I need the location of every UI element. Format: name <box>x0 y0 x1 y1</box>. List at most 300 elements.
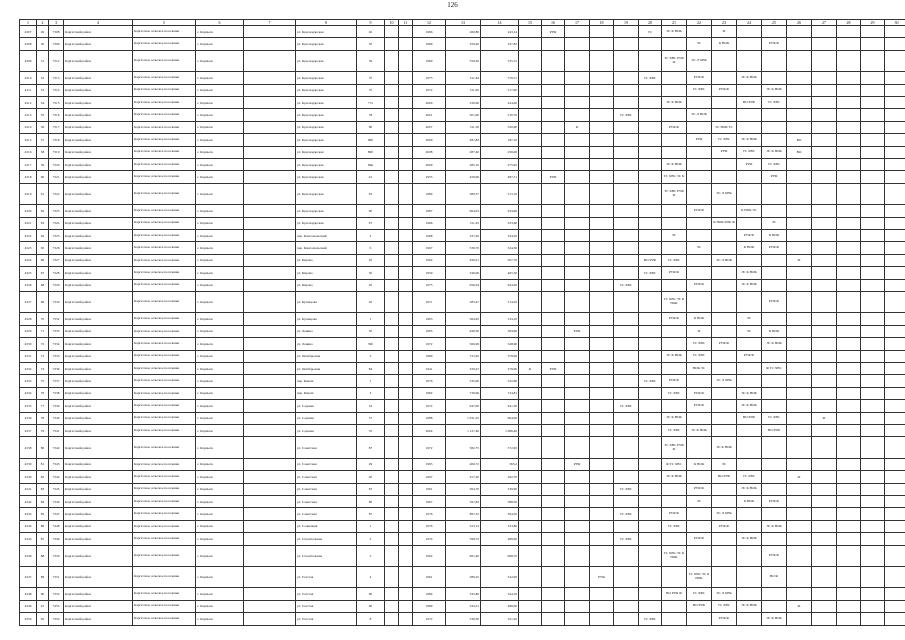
table-cell: 588,50 <box>481 495 519 507</box>
table-cell: ЭС К НОК <box>712 437 737 458</box>
table-cell: 7321 <box>49 171 64 183</box>
table-cell <box>565 483 590 495</box>
table-cell <box>737 38 762 50</box>
table-cell: с. Карпыск <box>196 545 244 566</box>
table-cell <box>837 279 861 291</box>
table-cell <box>885 483 905 495</box>
table-cell: Каргатское сельское поселение <box>133 375 196 387</box>
table-cell: 4б <box>357 26 385 38</box>
table-cell: РУФ <box>542 171 565 183</box>
table-cell <box>861 387 885 399</box>
table-cell <box>639 109 662 121</box>
table-cell: 4310 <box>20 72 37 84</box>
table-cell <box>737 508 762 520</box>
table-cell: 3 <box>357 350 385 362</box>
table-cell: 7320 <box>49 159 64 171</box>
table-cell: 1972 <box>413 437 446 458</box>
table-cell <box>614 171 639 183</box>
table-cell <box>385 350 399 362</box>
table-cell <box>885 325 905 337</box>
column-header-19: 19 <box>614 20 639 26</box>
table-cell: Каргатский район <box>64 588 133 600</box>
table-cell <box>837 171 861 183</box>
table-cell: ул. Строительная <box>296 533 357 545</box>
table-cell: Каргатское сельское поселение <box>133 471 196 483</box>
table-cell <box>590 600 614 612</box>
table-cell: Каргатское сельское поселение <box>133 96 196 108</box>
table-cell <box>399 613 413 626</box>
table-cell: Каргатский район <box>64 217 133 229</box>
table-cell: Каргатский район <box>64 183 133 204</box>
table-cell: Каргатский район <box>64 313 133 325</box>
table-cell <box>519 533 542 545</box>
table-cell: 68 <box>37 279 49 291</box>
table-cell <box>590 134 614 146</box>
table-row <box>20 325 905 337</box>
table-cell <box>787 362 812 374</box>
table-cell <box>542 495 565 507</box>
table-cell <box>812 26 837 38</box>
column-header-4: 4 <box>64 20 133 26</box>
table-cell <box>590 325 614 337</box>
table-cell: ЭС Л ХВК <box>712 375 737 387</box>
column-header-9: 9 <box>357 20 385 26</box>
table-cell <box>885 96 905 108</box>
table-cell: 37 <box>357 412 385 424</box>
table-cell: ул. Октябрьская <box>296 350 357 362</box>
table-cell: ул. Советская <box>296 508 357 520</box>
table-cell: Каргатский район <box>64 205 133 217</box>
table-cell <box>762 508 787 520</box>
table-row <box>20 362 905 374</box>
table-cell: 1972 <box>413 84 446 96</box>
table-cell: ТС ХВС ЭС К <box>662 171 687 183</box>
table-cell <box>885 520 905 532</box>
table-cell: 337,26 <box>446 229 481 241</box>
table-cell <box>244 533 296 545</box>
table-cell <box>885 495 905 507</box>
table-cell <box>639 183 662 204</box>
table-cell <box>837 96 861 108</box>
table-cell <box>812 72 837 84</box>
table-cell <box>885 50 905 71</box>
table-cell: РУФ <box>542 26 565 38</box>
table-cell: 330,90 <box>446 96 481 108</box>
table-cell: с. Карпыск <box>196 279 244 291</box>
table-cell <box>762 533 787 545</box>
column-header-8: 8 <box>296 20 357 26</box>
table-cell <box>837 146 861 158</box>
table-cell <box>861 146 885 158</box>
table-cell <box>565 171 590 183</box>
table-cell <box>737 613 762 626</box>
table-cell <box>244 520 296 532</box>
table-cell: 82 <box>37 471 49 483</box>
table-cell: 79 <box>37 425 49 437</box>
table-cell: 51 <box>37 50 49 71</box>
table-cell: 582,75 <box>446 437 481 458</box>
table-cell: Каргатский район <box>64 254 133 266</box>
table-cell <box>812 50 837 71</box>
table-cell <box>565 72 590 84</box>
table-cell <box>812 121 837 133</box>
table-cell: ТС ХВС <box>614 400 639 412</box>
table-cell <box>542 84 565 96</box>
table-cell <box>565 338 590 350</box>
table-cell <box>787 96 812 108</box>
table-cell <box>639 520 662 532</box>
table-cell: 59 <box>37 159 49 171</box>
table-cell <box>737 84 762 96</box>
table-cell <box>812 400 837 412</box>
table-cell <box>837 400 861 412</box>
table-cell <box>662 146 687 158</box>
table-cell <box>614 566 639 587</box>
table-cell <box>639 600 662 612</box>
table-cell: 7338 <box>49 387 64 399</box>
table-cell: 7345 <box>49 483 64 495</box>
table-cell <box>812 387 837 399</box>
table-cell <box>861 84 885 96</box>
table-cell <box>812 242 837 254</box>
table-cell: Каргатское сельское поселение <box>133 437 196 458</box>
table-cell <box>712 545 737 566</box>
table-cell: К <box>565 121 590 133</box>
table-cell: ул. Садовая <box>296 412 357 424</box>
table-cell <box>837 267 861 279</box>
table-cell <box>861 72 885 84</box>
table-cell <box>385 217 399 229</box>
table-cell <box>244 588 296 600</box>
table-cell: 724,81 <box>481 387 519 399</box>
table-cell: 257,20 <box>446 471 481 483</box>
table-cell: ул. Толстая <box>296 613 357 626</box>
table-row <box>20 267 905 279</box>
table-cell <box>787 613 812 626</box>
table-cell <box>590 72 614 84</box>
table-cell <box>787 267 812 279</box>
table-cell <box>614 159 639 171</box>
table-cell <box>565 50 590 71</box>
table-cell <box>712 96 737 108</box>
table-cell <box>837 458 861 470</box>
table-cell: 57 <box>37 134 49 146</box>
table-cell: 1967 <box>413 495 446 507</box>
table-cell: Каргатский район <box>64 159 133 171</box>
table-cell <box>687 159 712 171</box>
table-row <box>20 545 905 566</box>
table-cell: ЭС К НОК <box>762 613 787 626</box>
table-cell: ТС ХВС <box>687 350 712 362</box>
table-row <box>20 183 905 204</box>
table-cell: 465,50 <box>481 267 519 279</box>
table-cell: 53 <box>37 84 49 96</box>
table-cell <box>385 400 399 412</box>
table-cell <box>639 338 662 350</box>
table-cell <box>590 267 614 279</box>
table-cell: 359,40 <box>446 38 481 50</box>
table-cell: ЭС К НОК <box>662 412 687 424</box>
table-cell: 3б <box>357 267 385 279</box>
table-cell <box>590 425 614 437</box>
table-cell <box>244 437 296 458</box>
table-row <box>20 600 905 612</box>
table-cell <box>762 600 787 612</box>
table-cell <box>614 313 639 325</box>
table-cell <box>244 508 296 520</box>
table-cell <box>662 325 687 337</box>
table-cell <box>812 292 837 313</box>
table-cell <box>542 600 565 612</box>
table-cell <box>565 183 590 204</box>
table-cell: 60 <box>37 171 49 183</box>
table-cell <box>244 254 296 266</box>
table-cell <box>590 483 614 495</box>
table-cell: 4328 <box>20 313 37 325</box>
table-cell: 7314 <box>49 84 64 96</box>
table-cell <box>639 205 662 217</box>
table-cell <box>885 38 905 50</box>
table-cell: К НОК <box>687 313 712 325</box>
table-cell <box>639 217 662 229</box>
table-cell <box>712 325 737 337</box>
table-cell: ТС ХВС ЭС К НОК <box>687 566 712 587</box>
column-header-6: 6 <box>196 20 244 26</box>
table-cell: с. Карпыск <box>196 387 244 399</box>
table-cell: ВО РУФ <box>762 425 787 437</box>
table-cell: 520,90 <box>481 121 519 133</box>
table-cell <box>519 134 542 146</box>
table-cell <box>861 350 885 362</box>
table-cell <box>639 325 662 337</box>
table-cell <box>519 375 542 387</box>
table-cell: ЭС К НОК <box>687 425 712 437</box>
table-cell <box>787 292 812 313</box>
table-cell <box>519 279 542 291</box>
table-cell: 4319 <box>20 183 37 204</box>
table-cell: 81 <box>37 458 49 470</box>
table-cell: Каргатское сельское поселение <box>133 412 196 424</box>
table-cell <box>687 96 712 108</box>
table-cell <box>837 229 861 241</box>
table-cell <box>639 134 662 146</box>
table-cell: Каргатский район <box>64 146 133 158</box>
table-cell: ул. Советская <box>296 471 357 483</box>
table-cell <box>385 229 399 241</box>
table-cell <box>519 217 542 229</box>
table-cell: 4332 <box>20 362 37 374</box>
table-cell: 4327 <box>20 292 37 313</box>
table-cell: 55 <box>37 109 49 121</box>
table-cell: К НОК <box>762 325 787 337</box>
table-cell: 1991 <box>413 483 446 495</box>
table-cell <box>762 121 787 133</box>
table-cell: с. Карпыск <box>196 146 244 158</box>
table-cell <box>861 229 885 241</box>
table-cell <box>861 375 885 387</box>
table-cell <box>399 588 413 600</box>
table-cell <box>712 109 737 121</box>
table-cell: 897,55 <box>446 508 481 520</box>
table-cell: 517,00 <box>481 84 519 96</box>
table-cell <box>590 412 614 424</box>
table-cell: 2008 <box>413 146 446 158</box>
table-cell: ул. Советская <box>296 483 357 495</box>
table-cell <box>399 183 413 204</box>
table-cell: 580,57 <box>446 183 481 204</box>
housing-register-table <box>19 19 905 626</box>
table-cell: с. Карпыск <box>196 72 244 84</box>
table-cell <box>639 84 662 96</box>
table-cell: Каргатское сельское поселение <box>133 26 196 38</box>
table-cell: 7354 <box>49 613 64 626</box>
table-cell: Каргатское сельское поселение <box>133 134 196 146</box>
table-cell <box>639 159 662 171</box>
table-cell <box>837 159 861 171</box>
table-cell: с. Карпыск <box>196 613 244 626</box>
table-cell <box>614 495 639 507</box>
table-cell <box>861 588 885 600</box>
table-cell <box>542 134 565 146</box>
table-cell: Каргатское сельское поселение <box>133 387 196 399</box>
table-cell <box>737 362 762 374</box>
table-cell <box>787 84 812 96</box>
table-cell: РУФ <box>590 566 614 587</box>
table-cell <box>399 134 413 146</box>
table-cell: РУФ Ф <box>762 545 787 566</box>
table-cell <box>590 171 614 183</box>
table-cell: 327,83 <box>481 38 519 50</box>
table-cell <box>812 159 837 171</box>
table-row <box>20 26 905 38</box>
table-cell: 649,50 <box>446 325 481 337</box>
table-cell <box>244 387 296 399</box>
table-cell <box>385 159 399 171</box>
table-cell <box>244 313 296 325</box>
table-cell <box>885 613 905 626</box>
table-cell: 1987 <box>413 205 446 217</box>
table-cell <box>565 242 590 254</box>
table-cell <box>861 483 885 495</box>
table-cell: с. Карпыск <box>196 566 244 587</box>
table-cell <box>812 566 837 587</box>
table-cell <box>590 375 614 387</box>
table-cell <box>639 545 662 566</box>
table-cell: ул. Краснодарская <box>296 183 357 204</box>
table-cell: 292,70 <box>481 471 519 483</box>
table-cell: ул. Краснодарская <box>296 38 357 50</box>
table-cell: РУФ Ф <box>712 84 737 96</box>
table-cell: 1966 <box>413 217 446 229</box>
table-cell: ЭС Л НОК <box>712 254 737 266</box>
table-cell <box>614 183 639 204</box>
table-cell: ВО РУФ <box>712 471 737 483</box>
table-cell <box>812 279 837 291</box>
table-cell: 4б <box>357 471 385 483</box>
table-cell: Каргатский район <box>64 325 133 337</box>
table-cell <box>687 412 712 424</box>
table-cell: Каргатский район <box>64 121 133 133</box>
table-cell <box>385 412 399 424</box>
table-cell <box>712 279 737 291</box>
table-cell <box>542 375 565 387</box>
table-cell <box>565 109 590 121</box>
column-header-23: 23 <box>712 20 737 26</box>
table-cell <box>837 566 861 587</box>
table-cell <box>244 279 296 291</box>
table-cell: с. Карпыск <box>196 362 244 374</box>
table-row <box>20 350 905 362</box>
table-cell: ТС ХВС <box>639 375 662 387</box>
table-cell <box>812 254 837 266</box>
table-cell: 524,50 <box>481 242 519 254</box>
table-cell: К НОК <box>712 38 737 50</box>
table-cell <box>590 229 614 241</box>
table-cell: ЭС К НОК <box>737 267 762 279</box>
table-cell: 1965 <box>413 325 446 337</box>
table-cell: 1980 <box>413 183 446 204</box>
table-cell: РУФ Ф <box>762 495 787 507</box>
table-cell <box>614 545 639 566</box>
table-cell: 570,51 <box>481 72 519 84</box>
table-cell <box>885 387 905 399</box>
table-cell <box>861 121 885 133</box>
table-cell: К НОК <box>737 495 762 507</box>
table-cell: Каргатский район <box>64 267 133 279</box>
table-cell: 4321 <box>20 217 37 229</box>
table-row <box>20 146 905 158</box>
table-cell: РУФ Ф <box>737 229 762 241</box>
table-cell: с. Карпыск <box>196 267 244 279</box>
table-cell <box>244 412 296 424</box>
table-cell <box>565 375 590 387</box>
table-cell: 1969 <box>413 50 446 71</box>
table-cell: 7332 <box>49 313 64 325</box>
table-cell <box>737 338 762 350</box>
table-cell: ул. Краснодарская <box>296 50 357 71</box>
table-cell: 326,47 <box>446 362 481 374</box>
table-cell <box>590 242 614 254</box>
table-cell: Каргатский район <box>64 26 133 38</box>
table-cell <box>812 350 837 362</box>
table-cell: Каргатский район <box>64 613 133 626</box>
table-cell: 7б <box>357 72 385 84</box>
table-cell: Каргатское сельское поселение <box>133 109 196 121</box>
table-cell <box>244 217 296 229</box>
table-cell <box>519 242 542 254</box>
table-cell <box>244 338 296 350</box>
table-cell: 73 <box>37 350 49 362</box>
table-cell: РУФ Ф <box>662 375 687 387</box>
table-cell: 7322 <box>49 183 64 204</box>
table-cell <box>639 533 662 545</box>
table-cell <box>542 146 565 158</box>
table-cell <box>614 96 639 108</box>
table-cell: 9б <box>357 205 385 217</box>
table-cell <box>787 183 812 204</box>
table-cell <box>861 279 885 291</box>
table-cell <box>614 338 639 350</box>
table-cell <box>244 229 296 241</box>
table-cell <box>885 205 905 217</box>
table-cell: Каргатское сельское поселение <box>133 121 196 133</box>
table-cell <box>542 425 565 437</box>
table-cell <box>614 134 639 146</box>
table-cell <box>542 412 565 424</box>
table-cell <box>885 84 905 96</box>
table-cell <box>885 600 905 612</box>
table-cell: Ф ТС ХВС <box>762 362 787 374</box>
